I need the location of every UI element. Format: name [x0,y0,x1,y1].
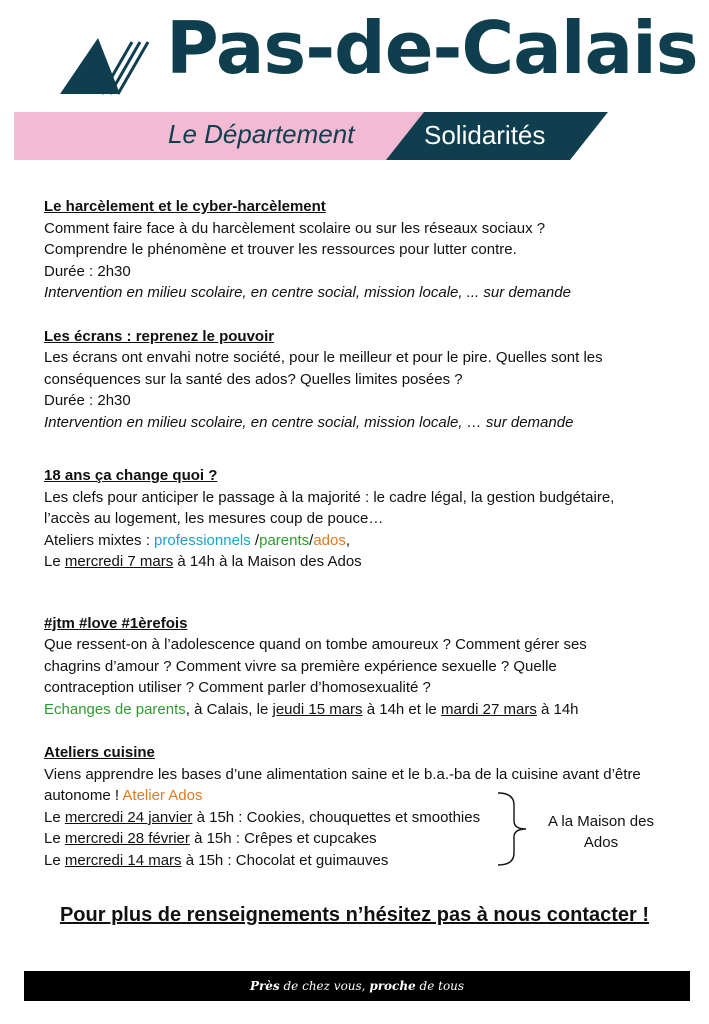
section-text: conséquences sur la santé des ados? Quelles limites posées ? [44,370,463,388]
section-text: Que ressent-on à l’adolescence quand on tombe amoureux ? Comment gérer ses [44,636,587,653]
section-title: Les écrans : reprenez le pouvoir [44,327,275,345]
footer-word: de tous [415,979,465,993]
section-duration: Durée : 2h30 [44,392,131,409]
audience-ados: ados [313,531,346,549]
session-detail: à 15h : Crêpes et cupcakes [189,830,377,847]
session-prefix: Le [44,851,65,869]
session-detail: à 15h : Cookies, chouquettes et smoothies [192,808,481,826]
section-cuisine [44,742,684,871]
section-title: Ateliers cuisine [44,744,155,761]
audience-professionnels: professionnels [154,531,251,549]
echanges-mid: à 14h et le [362,700,441,718]
section-text: Comprendre le phénomène et trouver les ressources pour lutter contre. [44,241,517,258]
footer-word: de chez vous, [279,979,370,993]
pas-de-calais-logo-icon [60,36,150,96]
section-title: 18 ans ça change quoi ? [44,467,218,484]
section-text-part: autonome ! [44,787,123,804]
contact-call-to-action: Pour plus de renseignements n’hésitez pas à nous contacter ! [59,904,650,926]
maison-des-ados-label [536,811,666,853]
header-solidarites-label: Solidarités [424,120,546,150]
footer-word: Près [249,979,280,993]
section-text: Les écrans ont envahi notre société, pour le meilleur et pour le pire. Quelles sont les [44,349,603,366]
header-band-label: Le Département [168,119,355,149]
footer-word: proche [369,979,416,993]
date-line [44,551,684,573]
ateliers-prefix: Ateliers mixtes : [44,531,155,549]
section-text: Les clefs pour anticiper le passage à la majorité : le cadre légal, la gestion budgétaire, [44,488,615,506]
audience-parents: parents [259,531,310,549]
echanges-end: à 14h [536,700,579,718]
echanges-place: , à Calais, le [185,700,273,718]
audience-line: Ateliers mixtes : professionnels /parents/ados, [44,531,351,549]
section-harcelement [44,196,684,304]
session-detail: à 15h : Chocolat et guimauves [181,851,389,869]
session-line [44,850,684,872]
section-duration: Durée : 2h30 [44,262,131,280]
session-date: mercredi 14 mars [64,851,182,869]
section-title: Le harcèlement et le cyber-harcèlement [44,198,326,215]
footer-banner [24,971,690,1001]
brand-title: Pas-de-Calais [166,6,698,90]
section-text [44,785,684,807]
session-prefix: Le [44,808,65,826]
echanges-line [44,699,684,721]
date-prefix: Le [44,553,65,570]
sessions-group [44,807,684,872]
section-text: chagrins d’amour ? Comment vivre sa première expérience sexuelle ? Quelle [44,657,557,675]
echanges-label: Echanges de parents [44,700,186,718]
section-note: Intervention en milieu scolaire, en centre social, mission locale, … sur demande [44,413,574,431]
section-title: #jtm #love #1èrefois [44,614,188,632]
place-line: A la Maison des [548,812,654,830]
section-text: l’accès au logement, les mesures coup de pouce… [44,510,384,527]
right-brace-icon [496,791,528,867]
event-date: mercredi 7 mars [64,553,174,570]
section-18-ans [44,465,684,573]
section-text: Comment faire face à du harcèlement scolaire ou sur les réseaux sociaux ? [44,219,546,237]
section-text: contraception utiliser ? Comment parler d’homosexualité ? [44,679,431,696]
content [44,196,684,871]
section-note: Intervention en milieu scolaire, en centre social, mission locale, ... sur demande [44,284,571,301]
place-line: Ados [583,833,619,851]
date-suffix: à 14h à la Maison des Ados [173,553,362,570]
atelier-ados-label: Atelier Ados [122,787,203,804]
section-text: Viens apprendre les bases d’une alimentation saine et le b.a.-ba de la cuisine avant d’être [44,765,641,783]
section-ecrans [44,326,684,434]
session-date: mercredi 28 février [64,830,190,847]
header [0,0,709,170]
event-date: mardi 27 mars [440,700,537,718]
section-jtm [44,613,684,721]
session-date: mercredi 24 janvier [64,808,193,826]
session-prefix: Le [44,830,65,847]
event-date: jeudi 15 mars [272,700,363,718]
